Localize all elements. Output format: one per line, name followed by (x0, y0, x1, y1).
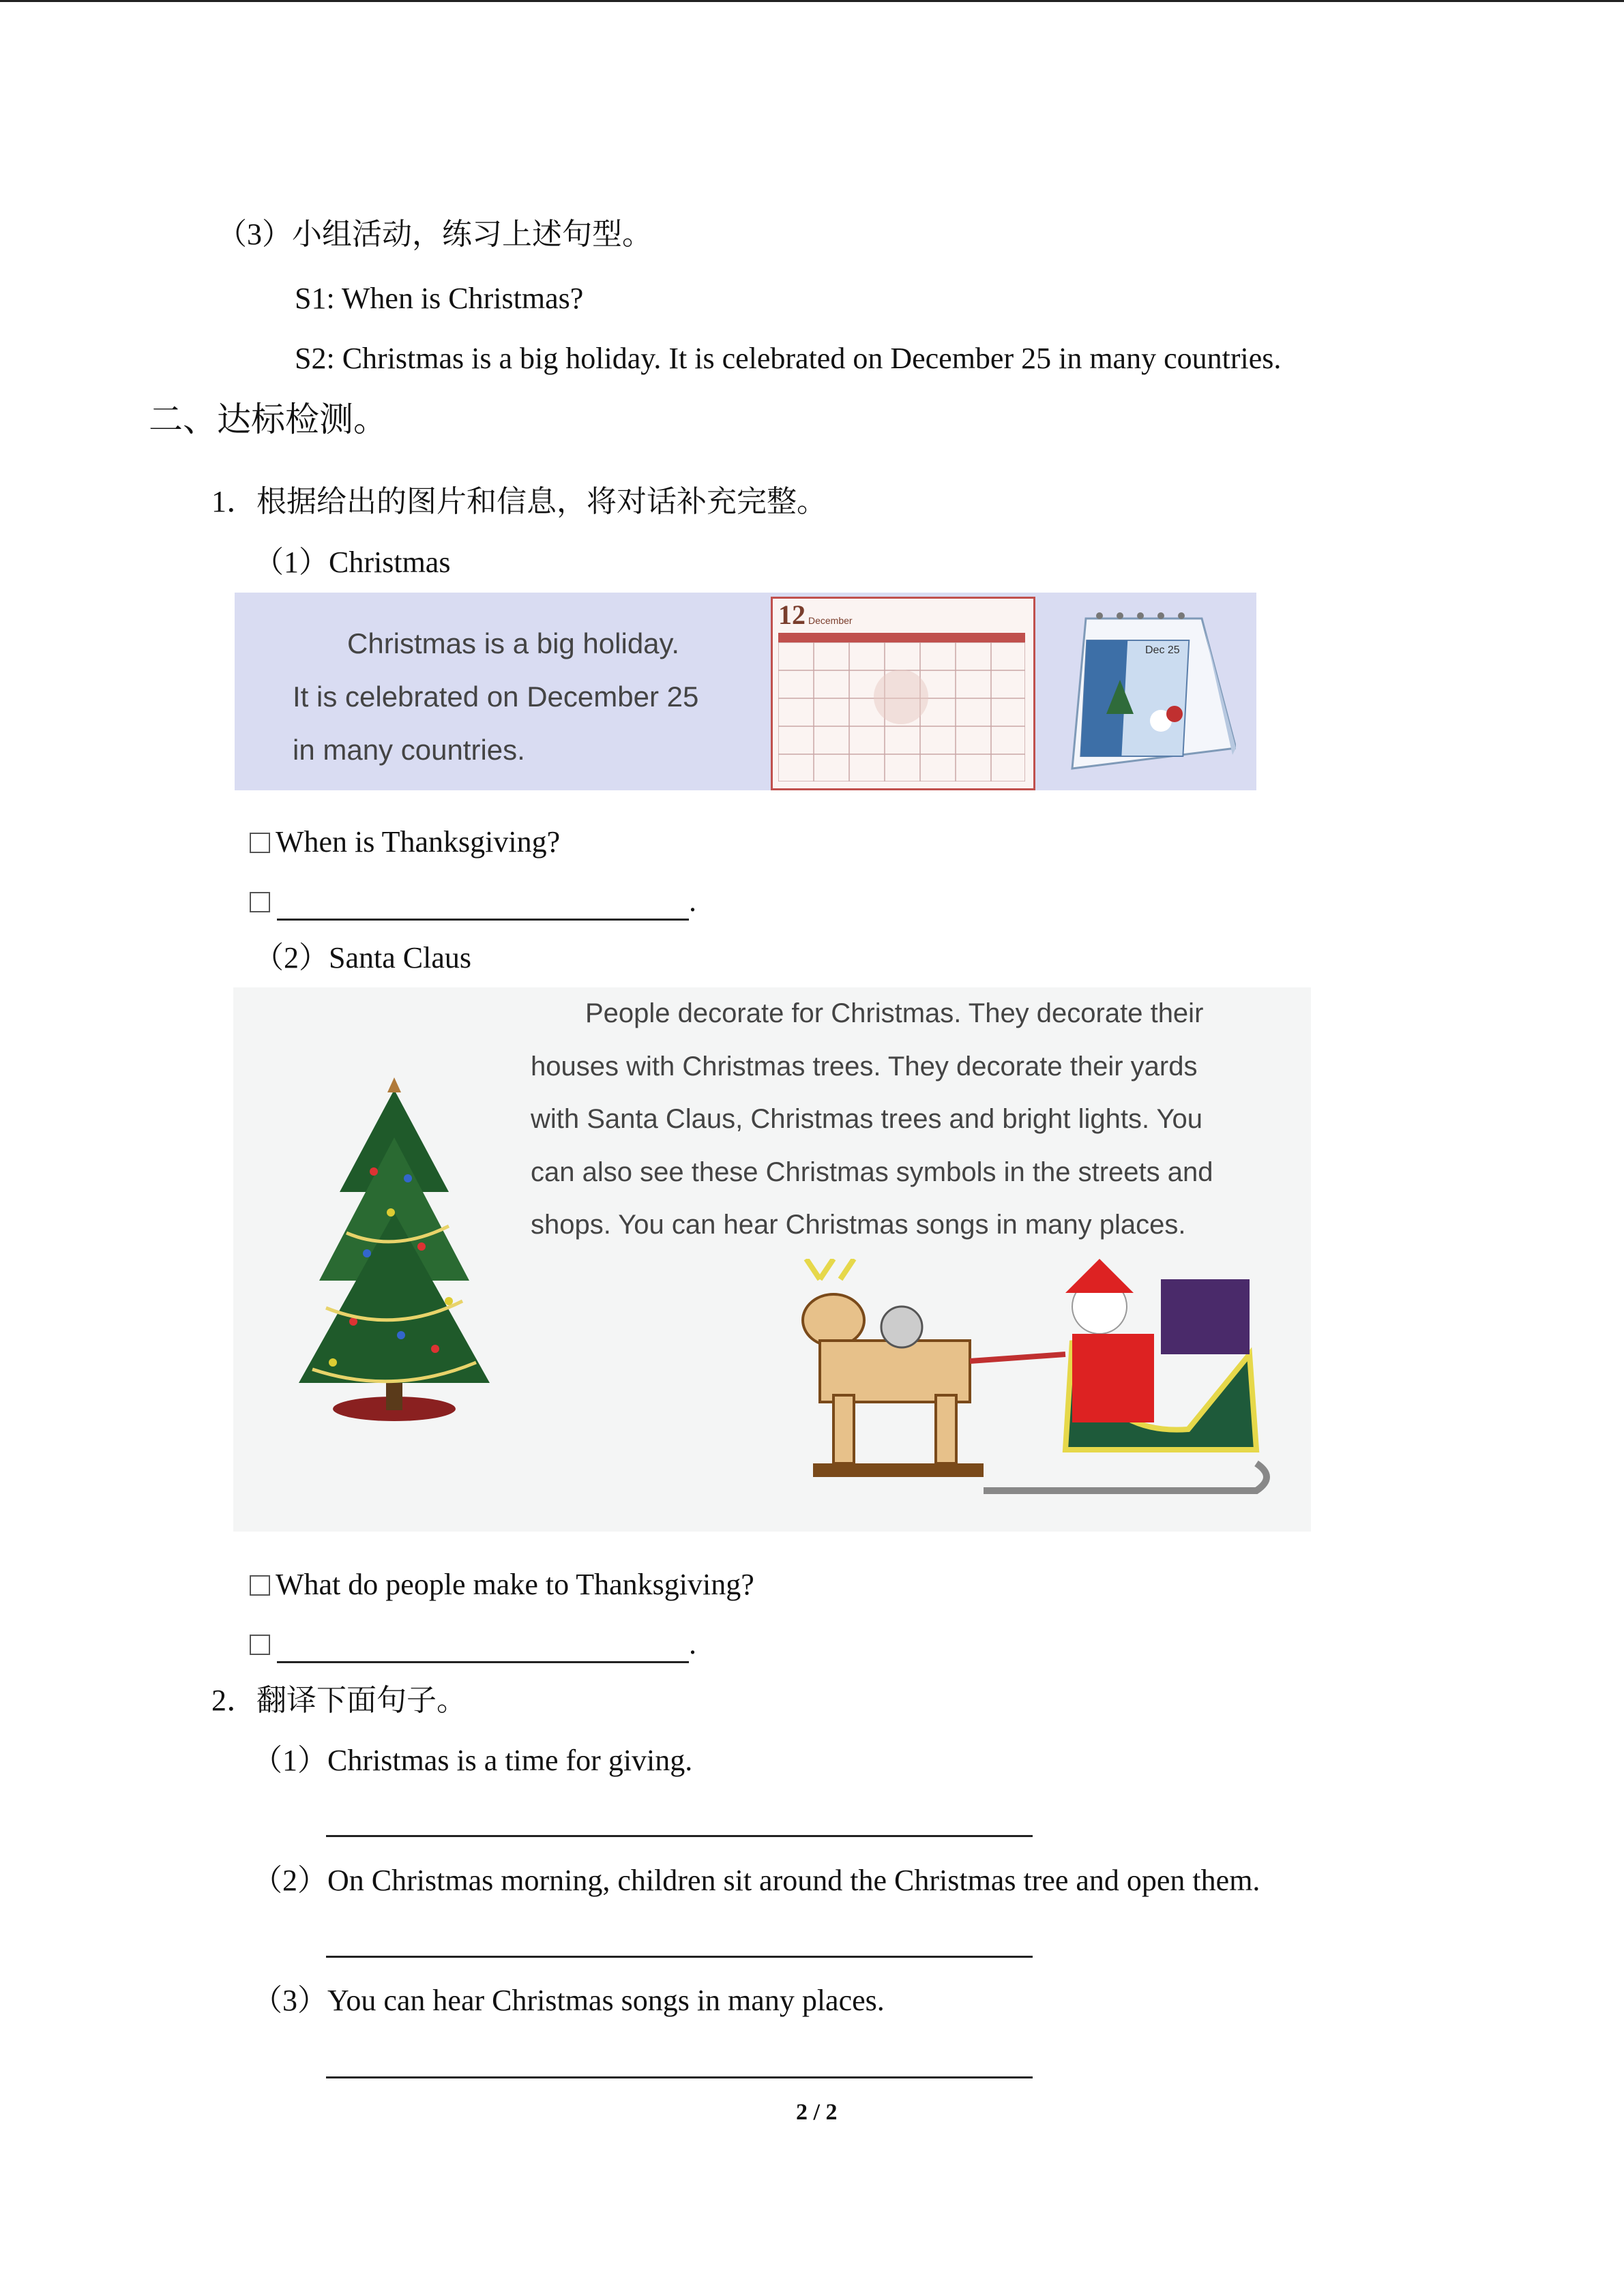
question-2-title: 2．翻译下面句子。 (211, 1684, 467, 1717)
calendar-month: December (808, 615, 853, 626)
checkbox-icon (250, 892, 270, 912)
passage-line-4: can also see these Christmas symbols in the streets and (531, 1157, 1213, 1187)
passage-line-3: with Santa Claus, Christmas trees and bright lights. You (531, 1104, 1202, 1134)
passage-line-1: People decorate for Christmas. They decorate their (585, 998, 1204, 1028)
translate-item-1: （1）Christmas is a time for giving. (252, 1744, 693, 1777)
desk-calendar-date: Dec 25 (1145, 644, 1180, 656)
santa-claus-panel (233, 987, 1311, 1532)
checkbox-icon (250, 833, 270, 853)
desk-calendar-image (1065, 605, 1236, 784)
calendar-grid (778, 642, 1025, 781)
answer-line-1[interactable]: . (250, 882, 696, 921)
passage-line-5: shops. You can hear Christmas songs in many places. (531, 1210, 1186, 1240)
month-calendar-image (771, 597, 1035, 790)
card-line-3: in many countries. (293, 734, 525, 766)
page-number: 2 / 2 (796, 2100, 838, 2125)
answer-blank[interactable] (277, 886, 689, 921)
section-title: 二、达标检测。 (149, 400, 387, 438)
card-line-1: Christmas is a big holiday. (347, 627, 680, 659)
calendar-weekday-bar (778, 633, 1025, 642)
checkbox-icon (250, 1575, 270, 1596)
translate-answer-line-2[interactable] (326, 1956, 1033, 1958)
christmas-info-panel (235, 593, 1256, 790)
part-1-label: （1）Christmas (254, 546, 451, 579)
dialogue-s1: S1: When is Christmas? (295, 282, 584, 315)
part-2-label: （2）Santa Claus (254, 941, 471, 974)
dialogue-s2: S2: Christmas is a big holiday. It is celebrated on December 25 in many countries. (295, 342, 1282, 375)
activity-heading: （3）小组活动，练习上述句型。 (217, 218, 652, 251)
translate-answer-line-1[interactable] (326, 1835, 1033, 1837)
christmas-tree-image (292, 1076, 497, 1431)
answer-line-2[interactable]: . (250, 1625, 696, 1663)
top-border (0, 0, 1624, 2)
translate-item-2: （2）On Christmas morning, children sit around the Christmas tree and open them. (252, 1864, 1260, 1897)
calendar-number: 12 (778, 599, 806, 630)
question-thanksgiving-when: When is Thanksgiving? (250, 823, 560, 861)
question-1-title: 1．根据给出的图片和信息，将对话补充完整。 (211, 485, 827, 518)
translate-answer-line-3[interactable] (326, 2076, 1033, 2078)
santa-sleigh-image (779, 1259, 1270, 1518)
checkbox-icon (250, 1635, 270, 1655)
passage-line-2: houses with Christmas trees. They decorate their yards (531, 1051, 1198, 1082)
translate-item-3: （3）You can hear Christmas songs in many places. (252, 1984, 885, 2017)
answer-blank[interactable] (277, 1628, 689, 1663)
question-thanksgiving-make: What do people make to Thanksgiving? (250, 1566, 754, 1604)
card-line-2: It is celebrated on December 25 (293, 681, 699, 713)
